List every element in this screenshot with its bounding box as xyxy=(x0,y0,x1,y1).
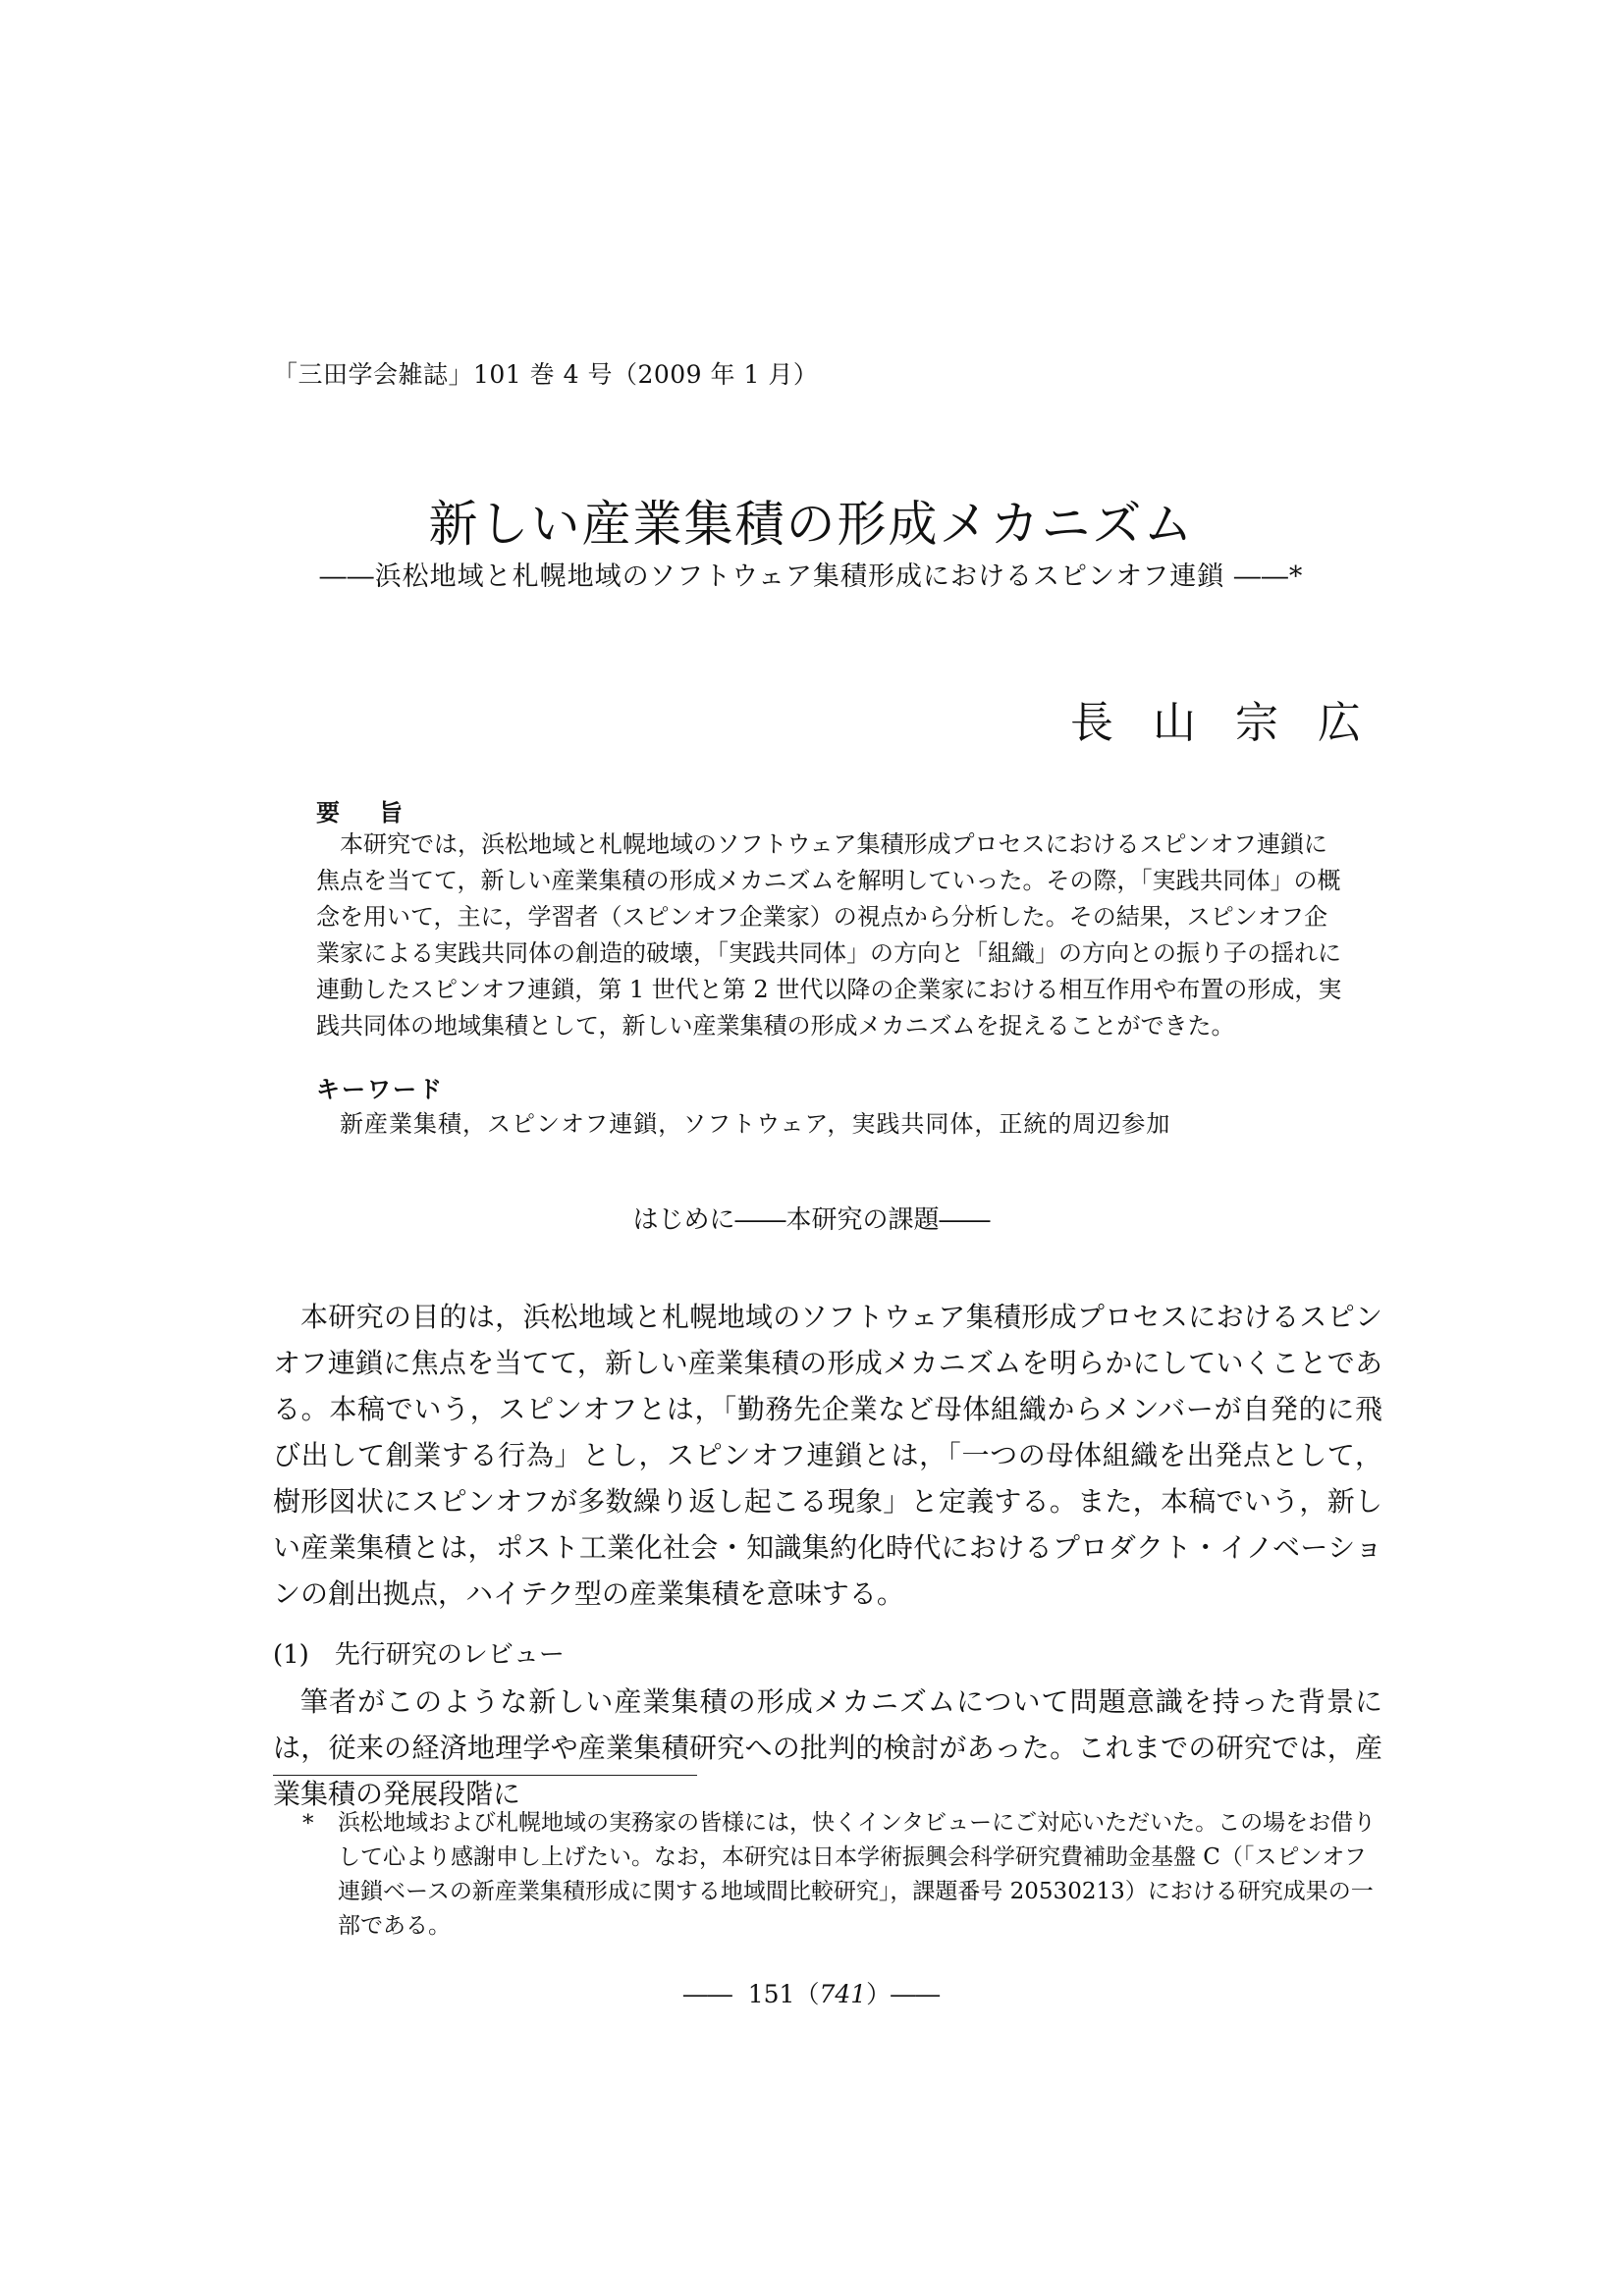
section-heading: はじめに――本研究の課題―― xyxy=(632,1205,991,1235)
keywords-list: 新産業集積，スピンオフ連鎖，ソフトウェア，実践共同体，正統的周辺参加 xyxy=(340,1110,1171,1138)
abstract-body: 本研究では，浜松地域と札幌地域のソフトウェア集積形成プロセスにおけるスピンオフ連鎖に焦点を当てて，新しい産業集積の形成メカニズムを解明していった。その際，「実践共同体」の概念を用いて，主に，学習者（スピンオフ企業家）の視点から分析した。その結果，スピンオフ企業家による実践共同体の創造的破壊，「実践共同体」の方向と「組織」の方向との振り子の揺れに連動したスピンオフ連鎖，第 1 世代と第 2 世代以降の企業家における相互作用や布置の形成，実践共同体の地域集積として，新しい産業集積の形成メカニズムを捉えることができた。 xyxy=(316,830,1342,1040)
footnote-divider xyxy=(273,1775,697,1776)
page-number: 151 xyxy=(747,1980,795,2008)
total-page-number: 741 xyxy=(819,1980,867,2008)
intro-paragraph: 本研究の目的は，浜松地域と札幌地域のソフトウェア集積形成プロセスにおけるスピンオフ連鎖に焦点を当てて，新しい産業集積の形成メカニズムを明らかにしていくことである。本稿でいう，スピンオフとは，「勤務先企業など母体組織からメンバーが自発的に飛び出して創業する行為」とし，スピンオフ連鎖とは，「一つの母体組織を出発点として，樹形図状にスピンオフが多数繰り返し起こる現象」と定義する。また，本稿でいう，新しい産業集積とは，ポスト工業化社会・知識集約化時代におけるプロダクト・イノベーションの創出拠点，ハイテク型の産業集積を意味する。 xyxy=(273,1301,1382,1610)
subsection-heading: (1) 先行研究のレビュー xyxy=(273,1640,565,1670)
abstract-heading: 要旨 xyxy=(316,798,442,827)
author-name: 長山宗広 xyxy=(1070,698,1400,748)
page-footer: ―― 151（741）―― xyxy=(682,1980,941,2008)
footnote-marker: * xyxy=(302,1811,314,1837)
body-paragraph: 筆者がこのような新しい産業集積の形成メカニズムについて問題意識を持った背景には，従来の経済地理学や産業集積研究への批判的検討があった。これまでの研究では，産業集積の発展段階に xyxy=(273,1685,1382,1810)
journal-citation: 「三田学会雑誌」101 巻 4 号（2009 年 1 月） xyxy=(273,360,819,389)
article-subtitle: ――浜松地域と札幌地域のソフトウェア集積形成におけるスピンオフ連鎖 ――* xyxy=(319,561,1304,592)
footnote-text: 浜松地域および札幌地域の実務家の皆様には，快くインタビューにご対応いただいた。この場をお借りして心より感謝申し上げたい。なお，本研究は日本学術振興会科学研究費補助金基盤 C（「スピンオフ連鎖ベースの新産業集積形成に関する地域間比較研究」，課題番号 20530213）における研究成果の一部である。 xyxy=(338,1810,1377,1939)
article-title: 新しい産業集積の形成メカニズム xyxy=(428,496,1195,553)
keywords-heading: キーワード xyxy=(316,1075,444,1103)
